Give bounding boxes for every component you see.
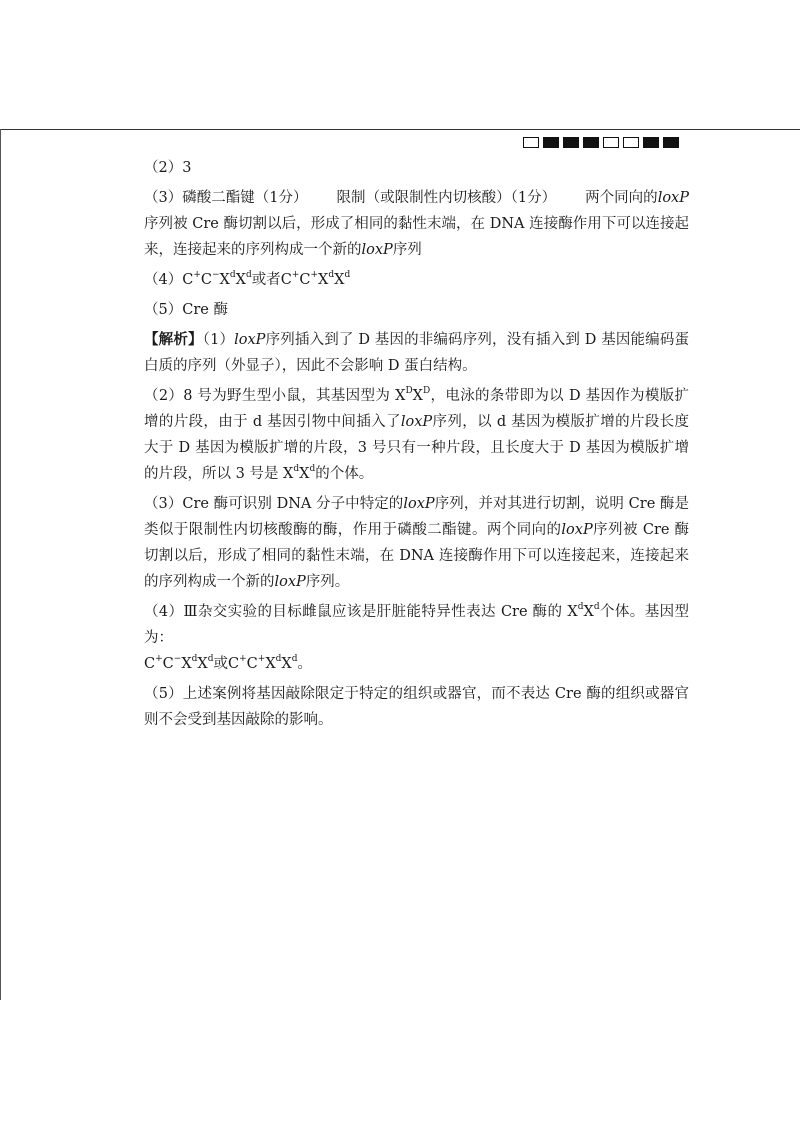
genotype-c: C bbox=[280, 272, 292, 288]
genotype-x: X bbox=[265, 656, 276, 672]
analysis-4-or: 或 bbox=[213, 656, 228, 672]
genotype-sup: d bbox=[344, 270, 351, 281]
genotype-c: C bbox=[246, 656, 258, 672]
header-mark-box bbox=[663, 137, 679, 148]
genotype-sup: d bbox=[309, 464, 316, 475]
answer-3-bond: 磷酸二酯键（1分） bbox=[182, 190, 308, 206]
genotype-x: X bbox=[318, 272, 329, 288]
analysis-4-text: 个体。基因型为： bbox=[144, 604, 690, 646]
genotype-sup: D bbox=[405, 386, 413, 397]
answer-2: （2）3 bbox=[144, 160, 192, 176]
loxp-term: loxP bbox=[561, 522, 593, 538]
analysis-tag: 【解析】 bbox=[144, 331, 203, 348]
genotype-sup: + bbox=[239, 654, 247, 665]
genotype-c: C bbox=[144, 656, 156, 672]
answer-4 bbox=[144, 267, 689, 293]
genotype-c: C bbox=[182, 272, 194, 288]
answer-3-text: 两个同向的 bbox=[585, 190, 658, 206]
genotype-x: X bbox=[197, 656, 208, 672]
analysis-4-text: 。 bbox=[297, 656, 312, 672]
genotype-sup: d bbox=[291, 654, 298, 665]
analysis-3-text: 序列被 Cre 酶切割以后，形成了相同的黏性末端，在 DNA 连接酶作用下可以连接起来，连接起来的序列构成一个新的 bbox=[144, 522, 690, 590]
analysis-3 bbox=[144, 491, 689, 595]
answer-4-or: 或者 bbox=[251, 272, 281, 288]
analysis-3-text: （3）Cre 酶可识别 DNA 分子中特定的 bbox=[144, 496, 404, 512]
header-mark-box bbox=[623, 137, 639, 148]
answer-3-enzyme: 限制（或限制性内切核酸）（1分） bbox=[336, 190, 557, 206]
answer-content bbox=[144, 155, 689, 733]
answer-3 bbox=[144, 185, 689, 263]
genotype-sup: d bbox=[593, 602, 600, 613]
genotype-c: C bbox=[200, 272, 212, 288]
genotype-sup: d bbox=[245, 270, 252, 281]
genotype-sup: + bbox=[310, 270, 319, 281]
page-left-border bbox=[0, 129, 1, 1000]
header-mark-box bbox=[563, 137, 579, 148]
header-mark-box bbox=[643, 137, 659, 148]
genotype-sup: + bbox=[193, 270, 201, 281]
analysis-5: （5）上述案例将基因敲除限定于特定的组织或器官，而不表达 Cre 酶的组织或器官则不会受到基因敲除的影响。 bbox=[144, 686, 689, 728]
genotype-c: C bbox=[299, 272, 311, 288]
analysis-2-text: （2）8 号为野生型小鼠，其基因型为 X bbox=[144, 388, 406, 404]
analysis-1 bbox=[144, 327, 689, 379]
analysis-3-text: 序列，并对其进行切割，说明 Cre 酶是类似于限制性内切核酸酶的酶，作用于磷酸二酯键。两个同向的 bbox=[144, 496, 689, 538]
loxp-term: loxP bbox=[400, 414, 433, 430]
genotype-sup: d bbox=[191, 654, 198, 665]
answer-3-text: 序列被 Cre 酶切割以后，形成了相同的黏性末端，在 DNA 连接酶作用下可以连接起来，连接起来的序列构成一个新的 bbox=[144, 216, 689, 258]
genotype-sup: d bbox=[275, 654, 282, 665]
genotype-sup: d bbox=[577, 602, 584, 613]
header-mark-box bbox=[583, 137, 599, 148]
genotype-x: X bbox=[412, 388, 423, 404]
loxp-term: loxP bbox=[657, 190, 689, 206]
genotype-sup: D bbox=[422, 386, 431, 397]
genotype-sup: − bbox=[212, 270, 220, 281]
genotype-sup: d bbox=[328, 270, 335, 281]
analysis-2 bbox=[144, 383, 689, 487]
genotype-sup: d bbox=[293, 464, 300, 475]
header-marks bbox=[523, 137, 679, 148]
genotype-x: X bbox=[181, 656, 192, 672]
genotype-sup: + bbox=[291, 270, 300, 281]
analysis-1-label: （1） bbox=[202, 332, 235, 348]
answer-3-label: （3） bbox=[144, 190, 183, 206]
answer-3-text: 序列 bbox=[392, 242, 422, 258]
genotype-sup: d bbox=[229, 270, 236, 281]
answer-5: （5）Cre 酶 bbox=[144, 302, 228, 318]
genotype-x: X bbox=[219, 272, 230, 288]
genotype-c: C bbox=[162, 656, 174, 672]
header-mark-box bbox=[543, 137, 559, 148]
genotype-x: X bbox=[299, 466, 310, 482]
page-top-border bbox=[0, 129, 800, 130]
header-mark-box bbox=[603, 137, 619, 148]
genotype-c: C bbox=[228, 656, 240, 672]
analysis-2-text: 的个体。 bbox=[315, 466, 374, 482]
genotype-x: X bbox=[235, 272, 246, 288]
genotype-x: X bbox=[281, 656, 292, 672]
loxp-term: loxP bbox=[403, 496, 435, 512]
analysis-2-text: ，电泳的条带即为以 D 基因作为模版扩增的片段，由于 d 基因引物中间插入了 bbox=[144, 388, 689, 430]
analysis-4-text: （4）Ⅲ杂交实验的目标雌鼠应该是肝脏能特异性表达 Cre 酶的 X bbox=[144, 604, 578, 620]
genotype-sup: d bbox=[207, 654, 214, 665]
analysis-2-text: 序列，以 d 基因为模版扩增的片段长度大于 D 基因为模版扩增的片段，3 号只有一种片段，且长度大于 D 基因为模版扩增的片段，所以 3 号是 X bbox=[144, 414, 689, 482]
analysis-4 bbox=[144, 599, 689, 677]
genotype-sup: − bbox=[173, 654, 182, 665]
answer-4-label: （4） bbox=[144, 272, 183, 288]
genotype-sup: + bbox=[155, 654, 163, 665]
genotype-sup: + bbox=[257, 654, 266, 665]
genotype-x: X bbox=[583, 604, 594, 620]
loxp-term: loxP bbox=[234, 332, 266, 348]
analysis-3-text: 序列。 bbox=[305, 574, 350, 590]
header-mark-box bbox=[523, 137, 539, 148]
loxp-term: loxP bbox=[361, 242, 393, 258]
loxp-term: loxP bbox=[274, 574, 306, 590]
genotype-x: X bbox=[334, 272, 345, 288]
analysis-1-text: 序列插入到了 D 基因的非编码序列，没有插入到 D 基因能编码蛋白质的序列（外显子），因此不会影响 D 蛋白结构。 bbox=[144, 332, 690, 374]
